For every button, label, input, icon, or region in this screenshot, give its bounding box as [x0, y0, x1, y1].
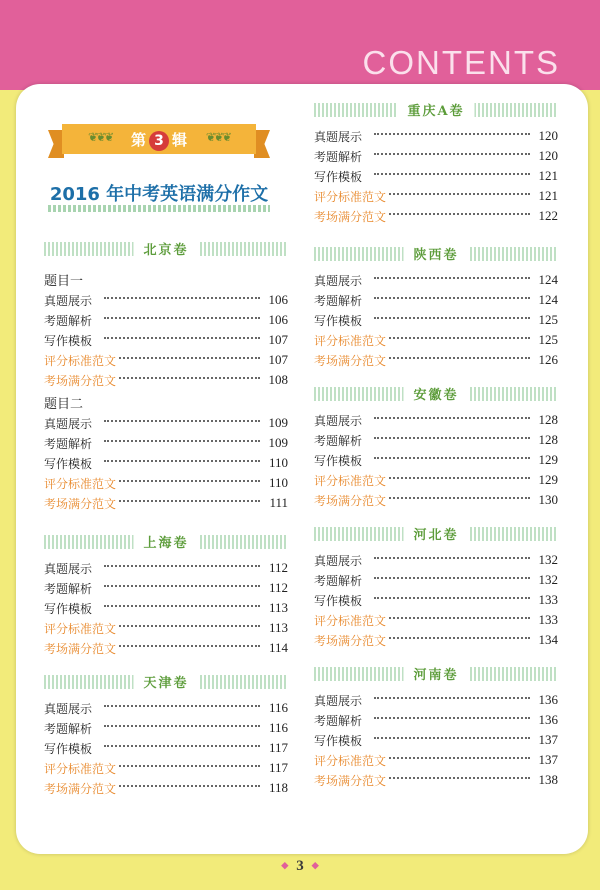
dot-leader — [374, 757, 530, 759]
entry-page: 106 — [268, 292, 288, 307]
entry-page: 109 — [268, 435, 288, 450]
section-title: 河南卷 — [403, 664, 468, 683]
dot-leader — [104, 725, 260, 727]
section-title: 天津卷 — [133, 672, 198, 691]
toc-entry — [314, 572, 558, 590]
subsection-title: 题目二 — [44, 397, 84, 412]
entry-page: 107 — [268, 332, 288, 347]
entry-label: 考题解析 — [44, 437, 93, 451]
entry-label: 考场满分范文 — [44, 642, 117, 656]
entry-page: 136 — [538, 712, 558, 727]
dot-leader — [374, 437, 530, 439]
entry-page: 108 — [268, 372, 288, 387]
entry-label: 考场满分范文 — [314, 774, 387, 788]
entry-page: 112 — [268, 580, 288, 595]
section-title: 上海卷 — [133, 532, 198, 551]
entry-label: 考题解析 — [314, 574, 363, 588]
entry-page: 121 — [538, 188, 558, 203]
section-header — [44, 675, 288, 689]
dot-leader — [374, 557, 530, 559]
entry-page: 111 — [269, 495, 288, 510]
toc-entry — [314, 352, 558, 370]
entry-label: 写作模板 — [44, 334, 93, 348]
dot-leader — [374, 417, 530, 419]
toc-entry — [314, 412, 558, 430]
entry-label: 真题展示 — [314, 414, 363, 428]
toc-entry — [44, 740, 288, 758]
dot-leader — [374, 173, 530, 175]
toc-entry — [314, 292, 558, 310]
page-number-value: 3 — [296, 858, 304, 874]
toc-entry — [314, 492, 558, 510]
entry-label: 写作模板 — [44, 742, 93, 756]
badge-number: 3 — [149, 131, 169, 151]
entry-label: 评分标准范文 — [314, 334, 387, 348]
toc-entry — [44, 372, 288, 390]
entry-label: 考题解析 — [44, 314, 93, 328]
badge-label — [48, 129, 270, 151]
dot-leader — [104, 297, 260, 299]
entry-label: 写作模板 — [314, 314, 363, 328]
entry-page: 107 — [268, 352, 288, 367]
toc-entry — [44, 475, 288, 493]
dot-leader — [104, 745, 260, 747]
entry-page: 130 — [538, 492, 558, 507]
toc-entry — [44, 780, 288, 798]
toc-entry — [44, 640, 288, 658]
entry-label: 写作模板 — [314, 170, 363, 184]
entry-label: 写作模板 — [314, 454, 363, 468]
dot-leader — [374, 477, 530, 479]
toc-entry — [44, 760, 288, 778]
section-title: 北京卷 — [133, 239, 198, 258]
toc-entry — [44, 495, 288, 513]
entry-page: 124 — [538, 292, 558, 307]
toc-entry — [44, 600, 288, 618]
toc-entry — [314, 612, 558, 630]
dot-leader — [104, 605, 260, 607]
entry-page: 117 — [268, 740, 288, 755]
dot-leader — [374, 193, 530, 195]
toc-entry — [314, 312, 558, 330]
section-title: 安徽卷 — [403, 384, 468, 403]
entry-label: 考题解析 — [44, 582, 93, 596]
title-underline — [48, 205, 270, 212]
entry-page: 125 — [538, 332, 558, 347]
toc-entry — [314, 272, 558, 290]
section-header — [314, 103, 558, 117]
toc-entry — [314, 472, 558, 490]
section-header — [44, 535, 288, 549]
dot-leader — [374, 637, 530, 639]
dot-leader — [374, 777, 530, 779]
dot-leader — [374, 697, 530, 699]
dot-leader — [374, 297, 530, 299]
entry-page: 116 — [268, 720, 288, 735]
dot-leader — [374, 133, 530, 135]
entry-page: 120 — [538, 148, 558, 163]
entry-label: 写作模板 — [44, 602, 93, 616]
diamond-left-icon: ◆ — [281, 860, 289, 870]
dot-leader — [374, 497, 530, 499]
dot-leader — [104, 440, 260, 442]
dot-leader — [374, 577, 530, 579]
toc-entry — [314, 148, 558, 166]
entry-label: 评分标准范文 — [44, 477, 117, 491]
dot-leader — [104, 765, 260, 767]
entry-page: 128 — [538, 412, 558, 427]
volume-badge — [48, 124, 270, 158]
section-header — [314, 527, 558, 541]
entry-label: 真题展示 — [44, 702, 93, 716]
entry-label: 考场满分范文 — [314, 634, 387, 648]
entry-label: 评分标准范文 — [44, 762, 117, 776]
entry-label: 考场满分范文 — [44, 782, 117, 796]
entry-label: 真题展示 — [314, 554, 363, 568]
entry-label: 评分标准范文 — [44, 354, 117, 368]
entry-page: 116 — [268, 700, 288, 715]
entry-label: 写作模板 — [314, 594, 363, 608]
toc-entry — [314, 692, 558, 710]
entry-page: 137 — [538, 752, 558, 767]
dot-leader — [374, 337, 530, 339]
entry-label: 写作模板 — [44, 457, 93, 471]
entry-label: 真题展示 — [314, 694, 363, 708]
entry-page: 118 — [268, 780, 288, 795]
dot-leader — [104, 645, 260, 647]
entry-page: 128 — [538, 432, 558, 447]
leaf-sprig-left-icon: ❦❦❦ — [88, 130, 113, 144]
entry-page: 133 — [538, 592, 558, 607]
toc-entry — [314, 632, 558, 650]
entry-label: 真题展示 — [44, 417, 93, 431]
entry-label: 考场满分范文 — [314, 210, 387, 224]
entry-label: 评分标准范文 — [314, 474, 387, 488]
entry-page: 110 — [268, 455, 288, 470]
entry-page: 134 — [538, 632, 558, 647]
entry-page: 113 — [268, 600, 288, 615]
entry-page: 120 — [538, 128, 558, 143]
entry-label: 考题解析 — [314, 150, 363, 164]
dot-leader — [104, 377, 260, 379]
entry-label: 评分标准范文 — [314, 614, 387, 628]
entry-page: 126 — [538, 352, 558, 367]
entry-page: 112 — [268, 560, 288, 575]
entry-page: 132 — [538, 552, 558, 567]
entry-label: 考场满分范文 — [44, 374, 117, 388]
page-number — [0, 858, 600, 875]
badge-suffix: 辑 — [172, 131, 188, 149]
entry-page: 114 — [268, 640, 288, 655]
entry-label: 评分标准范文 — [44, 622, 117, 636]
entry-page: 129 — [538, 472, 558, 487]
dot-leader — [374, 737, 530, 739]
entry-label: 真题展示 — [44, 562, 93, 576]
entry-label: 考题解析 — [314, 714, 363, 728]
toc-entry — [44, 700, 288, 718]
toc-entry — [44, 435, 288, 453]
section-title: 河北卷 — [403, 524, 468, 543]
dot-leader — [374, 457, 530, 459]
toc-entry — [44, 455, 288, 473]
toc-entry — [314, 188, 558, 206]
dot-leader — [104, 785, 260, 787]
entry-label: 写作模板 — [314, 734, 363, 748]
entry-label: 真题展示 — [314, 130, 363, 144]
entry-label: 真题展示 — [314, 274, 363, 288]
entry-page: 136 — [538, 692, 558, 707]
entry-page: 137 — [538, 732, 558, 747]
entry-page: 138 — [538, 772, 558, 787]
entry-page: 132 — [538, 572, 558, 587]
toc-entry — [314, 168, 558, 186]
toc-entry — [314, 772, 558, 790]
dot-leader — [374, 317, 530, 319]
dot-leader — [104, 357, 260, 359]
entry-page: 122 — [538, 208, 558, 223]
dot-leader — [104, 337, 260, 339]
toc-entry — [314, 208, 558, 226]
entry-page: 133 — [538, 612, 558, 627]
toc-entry — [314, 732, 558, 750]
toc-entry — [314, 752, 558, 770]
entry-label: 评分标准范文 — [314, 754, 387, 768]
entry-label: 考题解析 — [314, 294, 363, 308]
entry-label: 真题展示 — [44, 294, 93, 308]
toc-entry — [314, 332, 558, 350]
entry-page: 121 — [538, 168, 558, 183]
badge-prefix: 第 — [130, 131, 146, 149]
dot-leader — [104, 480, 260, 482]
section-title: 陕西卷 — [403, 244, 468, 263]
entry-page: 117 — [268, 760, 288, 775]
dot-leader — [374, 153, 530, 155]
dot-leader — [104, 460, 260, 462]
leaf-sprig-right-icon: ❦❦❦ — [205, 130, 230, 144]
toc-entry — [314, 592, 558, 610]
dot-leader — [374, 617, 530, 619]
toc-entry — [44, 620, 288, 638]
entry-label: 评分标准范文 — [314, 190, 387, 204]
entry-page: 113 — [268, 620, 288, 635]
toc-entry — [314, 432, 558, 450]
toc-entry — [44, 332, 288, 350]
entry-label: 考场满分范文 — [44, 497, 117, 511]
toc-entry — [44, 352, 288, 370]
toc-entry — [314, 452, 558, 470]
toc-entry — [314, 552, 558, 570]
section-title: 重庆A卷 — [397, 100, 474, 119]
diamond-right-icon: ◆ — [311, 860, 319, 870]
dot-leader — [104, 705, 260, 707]
entry-page: 109 — [268, 415, 288, 430]
entry-label: 考场满分范文 — [314, 494, 387, 508]
toc-entry — [44, 560, 288, 578]
dot-leader — [104, 420, 260, 422]
dot-leader — [104, 500, 260, 502]
toc-entry — [44, 292, 288, 310]
dot-leader — [104, 625, 260, 627]
dot-leader — [374, 277, 530, 279]
dot-leader — [374, 357, 530, 359]
toc-entry — [44, 312, 288, 330]
dot-leader — [104, 585, 260, 587]
section-header — [314, 247, 558, 261]
section-header — [44, 242, 288, 256]
toc-entry — [44, 720, 288, 738]
entry-page: 110 — [268, 475, 288, 490]
toc-entry — [314, 128, 558, 146]
entry-label: 考场满分范文 — [314, 354, 387, 368]
dot-leader — [374, 597, 530, 599]
dot-leader — [374, 717, 530, 719]
section-header — [314, 667, 558, 681]
dot-leader — [374, 213, 530, 215]
entry-page: 125 — [538, 312, 558, 327]
main-title: 2016 年中考英语满分作文 — [49, 184, 269, 205]
section-header — [314, 387, 558, 401]
dot-leader — [104, 565, 260, 567]
toc-entry — [44, 580, 288, 598]
toc-entry — [44, 415, 288, 433]
toc-entry — [314, 712, 558, 730]
dot-leader — [104, 317, 260, 319]
entry-label: 考题解析 — [314, 434, 363, 448]
entry-label: 考题解析 — [44, 722, 93, 736]
entry-page: 124 — [538, 272, 558, 287]
entry-page: 129 — [538, 452, 558, 467]
entry-page: 106 — [268, 312, 288, 327]
subsection-title: 题目一 — [44, 274, 84, 289]
contents-title: CONTENTS — [362, 44, 560, 81]
